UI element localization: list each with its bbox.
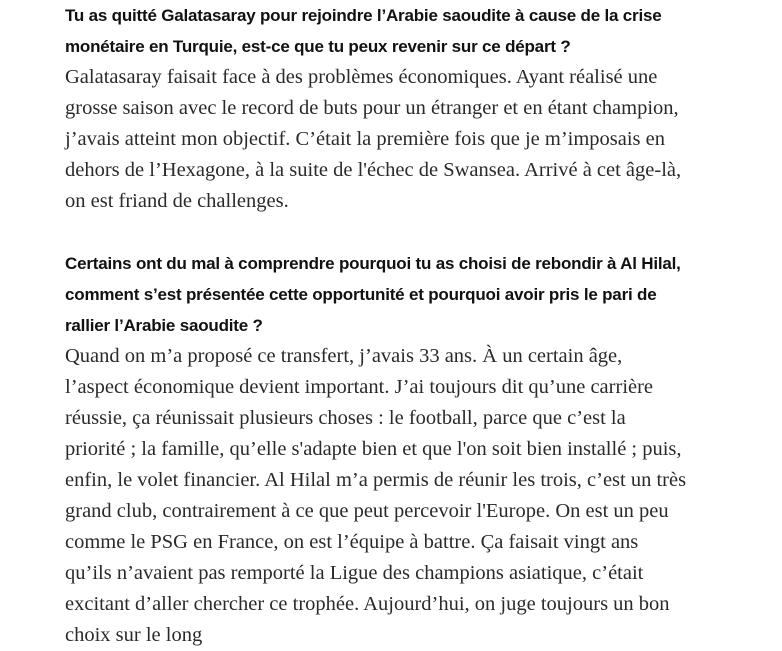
answer-paragraph: Quand on m’a proposé ce transfert, j’avais 33 ans. À un certain âge, l’aspect économique devient important. J’ai toujours dit qu’une carrière réussie, ça réunissait plusieurs choses : le football, parce que c’est la priorité ; la famille, qu’elle s'adapte bien et que l'on soit bien installé ; puis, enfin, le volet financier. Al Hilal m’a permis de réunir les trois, c’est un très grand club, contrairement à ce que peut percevoir l'Europe. On est un peu comme le PSG en France, on est l’équipe à battre. Ça faisait vingt ans qu’ils n’avaient pas remporté la Ligue des champions asiatique, c’était excitant d’aller chercher ce trophée. Aujourd’hui, on juge toujours un bon choix sur le long bbox=[65, 345, 687, 646]
qa-block-1 bbox=[65, 0, 690, 217]
qa-block-2 bbox=[65, 248, 690, 651]
article-body bbox=[65, 0, 690, 651]
question-heading: Tu as quitté Galatasaray pour rejoindre l’Arabie saoudite à cause de la crise monétaire en Turquie, est-ce que tu peux revenir sur ce départ ? bbox=[65, 6, 662, 56]
answer-paragraph: Galatasaray faisait face à des problèmes économiques. Ayant réalisé une grosse saison avec le record de buts pour un étranger et en étant champion, j’avais atteint mon objectif. C’était la première fois que je m’imposais en dehors de l’Hexagone, à la suite de l'échec de Swansea. Arrivé à cet âge-là, on est friand de challenges. bbox=[65, 66, 682, 212]
paragraph-spacer bbox=[65, 217, 690, 248]
question-heading: Certains ont du mal à comprendre pourquoi tu as choisi de rebondir à Al Hilal, comment s’est présentée cette opportunité et pourquoi avoir pris le pari de rallier l’Arabie saoudite ? bbox=[65, 254, 681, 335]
